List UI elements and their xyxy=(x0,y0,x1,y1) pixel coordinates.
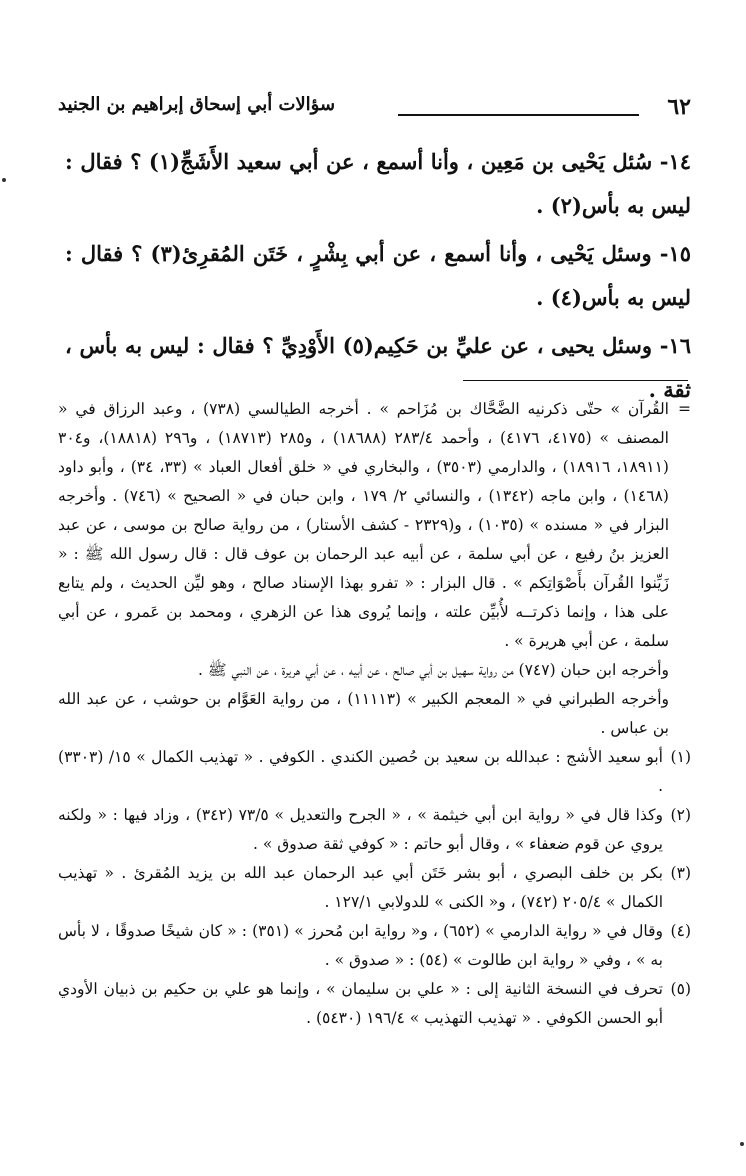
main-text xyxy=(65,140,691,416)
footnote-number: (٤) xyxy=(670,922,691,940)
footnote-1 xyxy=(58,743,691,801)
continuation-marker: = xyxy=(678,400,691,418)
footnote-text: وكذا قال في « رواية ابن أبي خيثمة » ، « الجرح والتعديل » ٧٣/٥ (٣٤٢) ، وزاد فيها : « ولكنه يروي عن قوم ضعفاء » ، وقال أبو حاتم : « كوفي ثقة صدوق » . xyxy=(58,806,663,853)
footnote-text: أبو سعيد الأشج : عبدالله بن سعيد بن حُصين الكندي . الكوفي . « تهذيب الكمال » ١٥/ (٣٣٠٣) . xyxy=(58,748,663,795)
continued-footnote-paragraph xyxy=(58,395,691,656)
entry-14: ١٤- سُئل يَحْيى بن مَعِين ، وأنا أسمع ، عن أبي سعيد الأَشَجِّ(١) ؟ فقال : ليس به بأس(٢) . xyxy=(65,149,692,218)
entry-15: ١٥- وسئل يَحْيى ، وأنا أسمع ، عن أبي بِشْرٍ ، خَتَن المُقرِئ(٣) ؟ فقال : ليس به بأس(٤) . xyxy=(65,241,691,310)
footnote-text: بكر بن خلف البصري ، أبو بشر خَتَن أبي عبد الرحمان عبد الله بن يزيد المُقرئ . « تهذيب الكمال » ٢٠٥/٤ (٧٤٢) ، و« الكنى » للدولابي ١٢٧/١ . xyxy=(58,864,663,911)
entry-16: ١٦- وسئل يحيى ، عن عليِّ بن حَكِيم(٥) الأَوْدِيِّ ؟ فقال : ليس به بأس ، ثقة . xyxy=(65,333,691,402)
footnote-text: وقال في « رواية الدارمي » (٦٥٢) ، و« رواية ابن مُحرز » (٣٥١) : « كان شيخًا صدوقًا ، لا بأس به » ، وفي « رواية ابن طالوت » (٥٤) : « صدوق » . xyxy=(58,922,663,969)
footnote-5 xyxy=(58,975,691,1033)
scan-mark xyxy=(2,178,6,182)
continued-footnote-text: القُرآن » حتّى ذكرنيه الضَّحَّاك بن مُزَاحم » . أخرجه الطيالسي (٧٣٨) ، وعبد الرزاق في « المصنف » (٤١٧٥، ٤١٧٦) ، وأحمد ٢٨٣/٤ (١٨٦٨٨) ، و٢٨٥ (١٨٧١٣) ، و٢٩٦ (١٨٨١٨)، و٣٠٤ (١٨٩١١، ١٨٩١٦) ، والدارمي (٣٥٠٣) ، والبخاري في « خلق أفعال العباد » (٣٣، ٣٤) ، وأبو داود (١٤٦٨) ، وابن ماجه (١٣٤٢) ، والنسائي ٢/ ١٧٩ ، وابن حبان في « الصحيح » (٧٤٦) . وأخرجه البزار في « مسنده » (١٠٣٥) ، و(٢٣٢٩ - كشف الأستار) ، من رواية صالح بن موسى ، عن عبد العزيز بنُ رفيع ، عن أبي سلمة ، عن أبيه عبد الرحمان بن عوف قال : قال رسول الله ﷺ : « زَيِّنوا القُرآن بأَصْوَاتِكم » . قال البزار : « تفرو بهذا الإسناد صالح ، وهو ليِّن الحديث ، ولم يتابع على هذا ، وإنما ذكرتــه لأُبيِّن علته ، وإنما يُروى هذا عن الزهري ، ومحمد بن عَمرو ، عن أبي سلمة ، عن أبي هريرة » . xyxy=(58,400,669,650)
scan-mark xyxy=(740,1142,744,1146)
footnote-number: (٣) xyxy=(670,864,691,882)
continued-footnote-paragraph-2: وأخرجه ابن حبان (٧٤٧) من رواية سهيل بن أبي صالح ، عن أبيه ، عن أبي هريرة ، عن النبي ﷺ . xyxy=(198,661,669,679)
footnote-3 xyxy=(58,859,691,917)
page-header xyxy=(58,94,691,128)
footnotes-area xyxy=(58,395,691,1033)
page-number: ٦٢ xyxy=(667,94,691,120)
footnote-4 xyxy=(58,917,691,975)
footnote-number: (٥) xyxy=(670,980,691,998)
footnote-text: تحرف في النسخة الثانية إلى : « علي بن سليمان » ، وإنما هو علي بن حكيم بن ذبيان الأودي أبو الحسن الكوفي . « تهذيب التهذيب » ١٩٦/٤ (٥٤٣٠) . xyxy=(58,980,663,1027)
running-title: سؤالات أبي إسحاق إبراهيم بن الجنيد xyxy=(58,94,336,115)
footnote-2 xyxy=(58,801,691,859)
footnote-number: (١) xyxy=(670,748,691,766)
footnote-number: (٢) xyxy=(670,806,691,824)
footnote-divider xyxy=(463,380,688,381)
header-rule xyxy=(398,114,639,116)
continued-footnote-paragraph-3: وأخرجه الطبراني في « المعجم الكبير » (١١١١٣) ، من رواية العَوَّام بن حوشب ، عن عبد الله بن عباس . xyxy=(58,690,670,737)
